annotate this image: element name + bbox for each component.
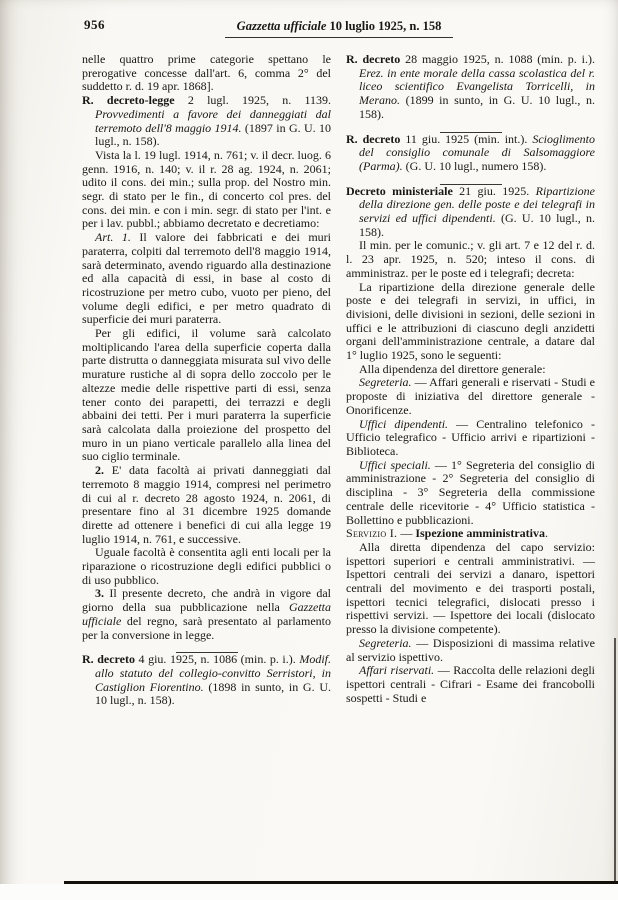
service-number: Servizio I. bbox=[346, 526, 398, 541]
column-right bbox=[346, 53, 595, 708]
journal-name: Gazzetta ufficiale bbox=[236, 19, 327, 33]
affari-riservati-label: Affari riservati. bbox=[359, 663, 435, 678]
decree-ref: (1898 in sunto, in G. U. 10 lugl., n. 158). bbox=[95, 679, 331, 708]
affari-riservati-text: — Raccolta delle relazioni degli ispettori centrali - Cifrari - Esame dei francobolli sospetti - Studi e bbox=[346, 663, 595, 705]
article-1-label: Art. 1. bbox=[95, 230, 131, 245]
decree-title: Erez. in ente morale della cassa scolastica del r. liceo scientifico Evangelista Torricelli, in Merano. bbox=[359, 65, 595, 108]
decree-type: Decreto ministeriale bbox=[346, 183, 453, 198]
paragraph-ministro: Il min. per le comunic.; v. gli art. 7 e 12 del r. d. l. 23 apr. 1925, n. 520; inteso il cons. di amministraz. per le poste ed i telegrafi; decreta: bbox=[346, 238, 595, 280]
article-3-label: 3. bbox=[95, 586, 104, 601]
scan-edge-right bbox=[614, 638, 616, 884]
paragraph-ripartizione: La ripartizione della direzione generale delle poste e dei telegrafi in servizi, in uffici, in divisioni, delle divisioni in sezioni, delle sezioni in uffici e le attribuzioni di ciascuno degli anzidetti organi dell'amministrazione centrale, a datare dal 1° luglio 1925, sono le seguenti: bbox=[346, 279, 595, 363]
affari-riservati-paragraph bbox=[346, 664, 595, 705]
article-2 bbox=[82, 464, 331, 546]
article-2-label: 2. bbox=[95, 463, 104, 478]
decree-date-number: 4 giu. 1925, n. 1086 (min. p. i.). bbox=[134, 652, 296, 667]
paragraph-dipendenza: Alla dipendenza del direttore generale: bbox=[359, 361, 546, 376]
paragraph-capo-servizio: Alla diretta dipendenza del capo servizio: ispettori superiori e centrali amministrativi. — Ispettori centrali dei servizi a danaro, ispettori centrali del movimento e dei trasporti postali, ispettori tecnici telegrafici, dislocati presso i rispettivi servizi. — Ispettore dei locali (dislocato presso la divisione competente). bbox=[346, 539, 595, 637]
decree-ref: (1899 in sunto, in G. U. 10 lugl., n. 158). bbox=[359, 93, 595, 121]
decree-title: Modif. allo statuto del collegio-convitto Serristori, in Castiglion Fiorentino. bbox=[95, 652, 331, 694]
running-header bbox=[0, 0, 618, 43]
article-3-text-b: del regno, sarà presentato al parlamento per la conversione in legge. bbox=[82, 613, 331, 642]
decree-title: Ripartizione della direzione gen. delle poste e dei telegrafi in servizi ed uffici dipendenti. bbox=[359, 183, 595, 226]
decree-entry-1139 bbox=[82, 94, 331, 149]
uffici-speciali-text: — 1° Segreteria del consiglio di amministrazione - 2° Segreteria del consiglio di disciplina - 3° Segreteria della commissione centrale delle ricevitorie - 4° Ufficio statistica - Bollettino e pubblicazioni. bbox=[346, 457, 596, 527]
article-1-text: Il valore dei fabbricati e dei muri paraterra, colpiti dal terremoto dell'8 maggio 1914, sarà determinato, avendo riguardo alla destinazione ed alla capacità di essi, in base al costo di ricostruzione per metro cubo, vuoto per pieno, del volume degli edifici, e per metro quadrato di superficie dei muri paraterra. bbox=[82, 230, 331, 327]
scan-margin-bottom bbox=[0, 884, 618, 900]
decree-ref: (G. U. 10 lugl., n. 158). bbox=[359, 211, 595, 239]
page-number: 956 bbox=[84, 17, 105, 32]
paragraph-uguale: Uguale facoltà è consentita agli enti locali per la riparazione o ricostruzione degli edifici pubblici o di uso pubblico. bbox=[82, 545, 331, 587]
service-dash: — bbox=[397, 526, 416, 541]
column-left bbox=[82, 53, 331, 708]
page-body bbox=[0, 43, 618, 708]
segreteria-ispettiva-paragraph bbox=[346, 637, 595, 664]
decree-date-number: 2 lugl. 1925, n. 1139. bbox=[174, 93, 331, 108]
article-1 bbox=[82, 231, 331, 327]
uffici-dipendenti-label: Uffici dipendenti. bbox=[359, 416, 449, 431]
gazzetta-citation: Gazzetta ufficiale bbox=[82, 600, 331, 628]
paragraph-edifici: Per gli edifici, il volume sarà calcolato moltiplicando l'area della superficie coperta dalla parte distrutta o danneggiata misurata sul vivo delle murature rustiche al di sopra dello zoccolo per le altezze medie delle rispettive parti di essi, senza tener conto dei parapetti, dei terrazzi e degli abbaini dei tetti. Per i muri paraterra la superficie sarà calcolata dalla proiezione del prospetto del muro in un piano verticale parallelo alla linea del suo ciglio terminale. bbox=[82, 326, 331, 464]
decree-ref: (1897 in G. U. 10 lugl., n. 158). bbox=[95, 120, 331, 149]
decree-entry-1088 bbox=[346, 53, 595, 122]
carryover-paragraph: nelle quattro prime categorie spettano le prerogative concesse dall'art. 6, comma 2° del suddetto r. d. 19 apr. 1868]. bbox=[82, 52, 331, 94]
decree-title: Scioglimento del consiglio comunale di Salsomaggiore (Parma). bbox=[359, 131, 596, 173]
segreteria-label: Segreteria. bbox=[359, 375, 412, 390]
decree-date-number: 21 giu. 1925. bbox=[452, 183, 530, 198]
decree-ref: (G. U. 10 lugl., numero 158). bbox=[402, 158, 547, 173]
uffici-dipendenti-text: — Centralino telefonico - Ufficio telegrafico - Ufficio arrivi e ripartizioni - Biblioteca. bbox=[346, 416, 595, 458]
uffici-speciali-paragraph bbox=[346, 459, 595, 528]
segreteria-ispettiva-text: — Disposizioni di massima relative al servizio ispettivo. bbox=[346, 635, 595, 664]
service-heading bbox=[346, 527, 595, 541]
decree-type: R. decreto-legge bbox=[82, 93, 175, 108]
decree-type: R. decreto bbox=[346, 52, 401, 66]
uffici-speciali-label: Uffici speciali. bbox=[359, 457, 431, 472]
article-3 bbox=[82, 587, 331, 642]
decree-entry-1086 bbox=[82, 653, 331, 708]
decree-type: R. decreto bbox=[346, 131, 401, 146]
segreteria-paragraph bbox=[346, 376, 595, 417]
service-title: Ispezione amministrativa bbox=[415, 526, 545, 541]
article-3-text-a: Il presente decreto, che andrà in vigore dal giorno della sua pubblicazione nella bbox=[82, 586, 331, 615]
issue-info: 10 luglio 1925, n. 158 bbox=[326, 19, 442, 33]
decree-type: R. decreto bbox=[82, 652, 135, 667]
segreteria-text: — Affari generali e riservati - Studi e proposte di iniziativa del direttore generale - Onorificenze. bbox=[346, 375, 595, 417]
header-title bbox=[225, 19, 454, 38]
service-period: . bbox=[544, 526, 548, 541]
preamble-paragraph: Vista la l. 19 lugl. 1914, n. 761; v. il decr. luog. 6 genn. 1916, n. 140; v. il r. 28 ag. 1924, n. 2061; udito il cons. dei min.; sulla prop. del Nostro min. segr. di stato per le fin., di concerto col pres. del cons. dei min. e con i min. segr. di stato per l'int. e per i lav. pubbl.; abbiamo decretato e decretiamo: bbox=[82, 147, 331, 231]
decree-date-number: 28 maggio 1925, n. 1088 (min. p. i.). bbox=[400, 52, 595, 66]
uffici-dipendenti-paragraph bbox=[346, 418, 595, 459]
decree-entry-ministeriale bbox=[346, 185, 595, 240]
segreteria-ispettiva-label: Segreteria. bbox=[359, 635, 412, 650]
decree-title: Provvedimenti a favore dei danneggiati dal terremoto dell'8 maggio 1914. bbox=[95, 106, 331, 135]
decree-entry-salsomaggiore bbox=[346, 133, 595, 174]
article-2-text: E' data facoltà ai privati danneggiati dal terremoto 8 maggio 1914, compresi nel perimetro di cui al r. decreto 28 agosto 1924, n. 2061, di presentare fino al 31 dicembre 1925 domande dirette ad ottenere i benefici di cui alla legge 19 luglio 1914, n. 761, e successive. bbox=[82, 463, 331, 546]
decree-date-number: 11 giu. 1925 (min. int.). bbox=[400, 131, 528, 146]
